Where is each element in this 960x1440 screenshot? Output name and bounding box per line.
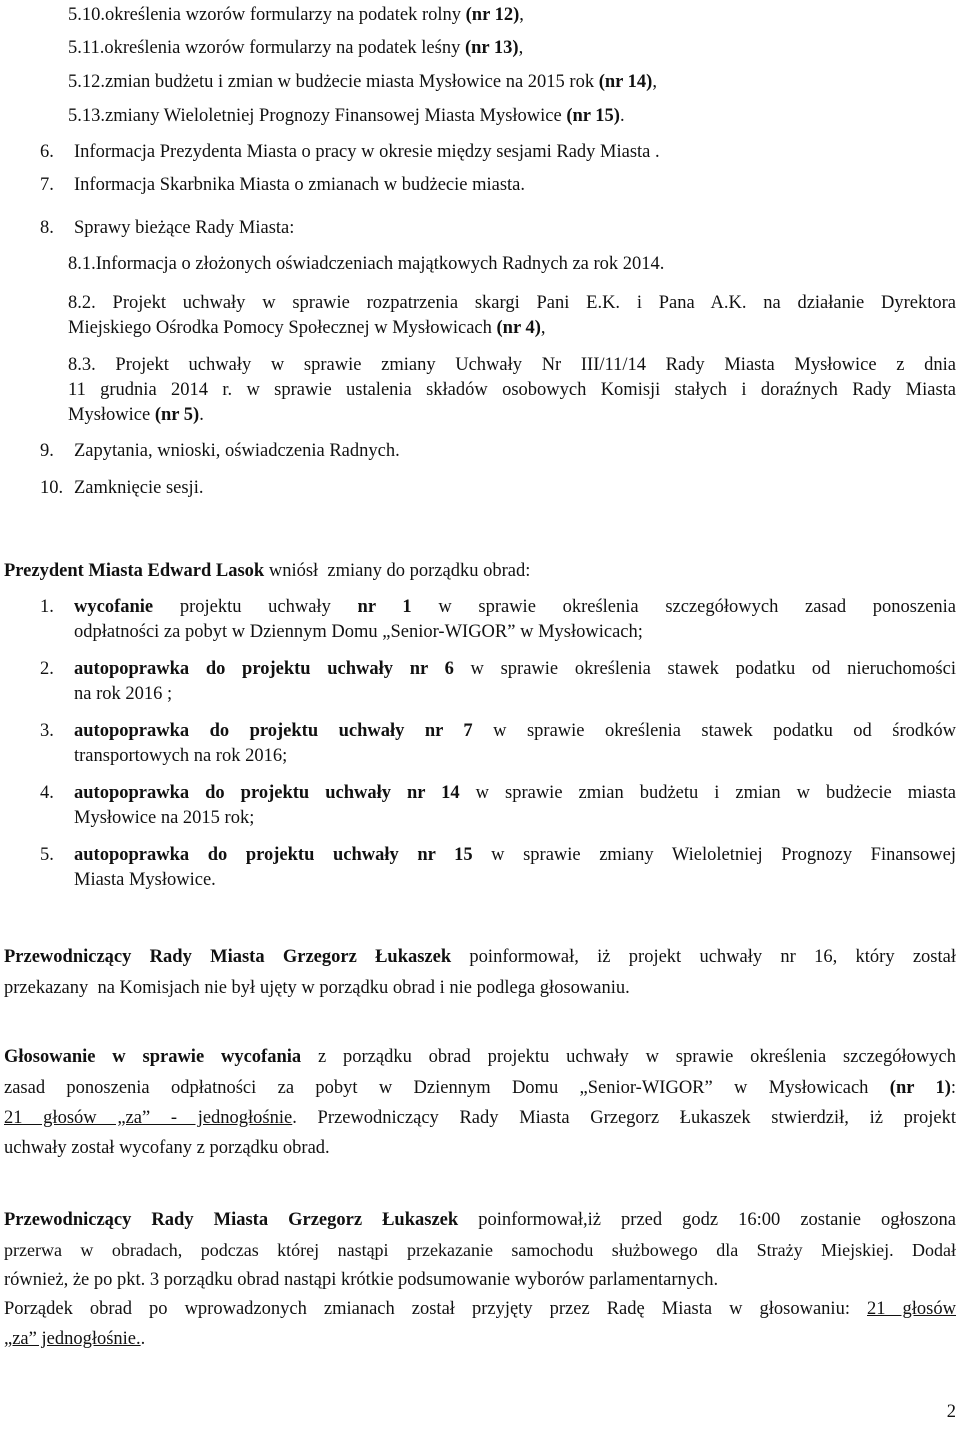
bold-text: autopoprawka do projektu uchwały nr 7 <box>74 721 473 741</box>
item-number: 6. <box>40 142 54 162</box>
item-ref: (nr 12) <box>465 5 520 25</box>
item-number: 1. <box>40 597 54 617</box>
item-text: w sprawie określenia stawek podatku od środków <box>472 721 956 741</box>
para-text: uchwały został wycofany z porządku obrad. <box>4 1138 330 1158</box>
change-item-1-line2 <box>74 620 643 645</box>
chairman-name: Przewodniczący Rady Miasta Grzegorz Łukaszek <box>4 947 452 967</box>
para3-line3 <box>4 1268 718 1293</box>
mayor-name: Prezydent Miasta Edward Lasok <box>4 561 265 581</box>
agenda-item-7 <box>40 173 525 198</box>
item-text: Mysłowice <box>68 405 155 425</box>
item-number: 7. <box>40 175 54 195</box>
item-text: Projekt uchwały w sprawie zmiany Uchwały Nr III/11/14 Rady Miasta Mysłowice z dnia <box>115 355 956 375</box>
item-number: 5. <box>40 845 54 865</box>
para3-line4 <box>4 1297 956 1322</box>
item-text: Miejskiego Ośrodka Pomocy Społecznej w Mysłowicach <box>68 318 497 338</box>
item-text: na rok 2016 ; <box>74 684 173 704</box>
item-number: 3. <box>40 721 54 741</box>
para3-line1 <box>4 1208 956 1233</box>
agenda-item-8-2-line2 <box>68 316 546 341</box>
item-ref: (nr 1) <box>889 1078 951 1098</box>
para-text: przerwa w obradach, podczas której nastąpi przekazanie samochodu służbowego dla Straży Miejskiej. Dodał <box>4 1240 956 1260</box>
agenda-item-9 <box>40 439 400 464</box>
punct: . <box>199 405 204 425</box>
vote-heading: Głosowanie w sprawie wycofania <box>4 1047 302 1067</box>
item-text: projektu uchwały <box>153 597 358 617</box>
punct: . <box>619 106 625 126</box>
punct: , <box>519 5 524 25</box>
item-number: 5.13. <box>68 106 105 126</box>
bold-text: autopoprawka do projektu uchwały nr 15 <box>74 845 473 865</box>
agenda-item-6 <box>40 140 660 165</box>
item-text: zmiany Wieloletniej Prognozy Finansowej Miasta Mysłowice <box>105 106 567 126</box>
para-text: przekazany na Komisjach nie był ujęty w porządku obrad i nie podlega głosowaniu. <box>4 978 630 998</box>
bold-text: nr 1 <box>357 597 412 617</box>
item-ref: (nr 15) <box>566 106 620 126</box>
item-text: Sprawy bieżące Rady Miasta: <box>74 218 295 238</box>
item-text: w sprawie zmiany Wieloletniej Prognozy Finansowej <box>472 845 956 865</box>
change-item-5-line1 <box>40 843 956 868</box>
para-text: również, że po pkt. 3 porządku obrad nastąpi krótkie podsumowanie wyborów parlamentarnych. <box>4 1270 719 1290</box>
change-item-2-line2 <box>74 682 172 707</box>
para2-line2 <box>4 1076 956 1101</box>
bold-text: wycofanie <box>74 597 154 617</box>
chairman-name: Przewodniczący Rady Miasta Grzegorz Łukaszek <box>4 1210 459 1230</box>
item-number: 8. <box>40 218 54 238</box>
para-text: poinformował, iż projekt uchwały nr 16, który został <box>451 947 956 967</box>
item-number: 8.1. <box>68 254 96 274</box>
page-number: 2 <box>946 1402 956 1422</box>
agenda-item-5-10 <box>68 3 524 28</box>
para-text: Porządek obrad po wprowadzonych zmianach został przyjęty przez Radę Miasta w głosowaniu: <box>4 1299 867 1319</box>
para2-line1 <box>4 1045 956 1070</box>
vote-result: „za” jednogłośnie. <box>4 1329 141 1349</box>
item-text: 11 grudnia 2014 r. w sprawie ustalenia składów osobowych Komisji stałych i doraźnych Rady Miasta <box>68 380 956 400</box>
item-ref: (nr 4) <box>496 318 541 338</box>
para-text: . Przewodniczący Rady Miasta Grzegorz Łukaszek stwierdził, iż projekt <box>292 1108 957 1128</box>
para2-line4 <box>4 1136 330 1161</box>
item-text: Zapytania, wnioski, oświadczenia Radnych. <box>74 441 400 461</box>
item-number: 8.3. <box>68 355 96 375</box>
agenda-item-8-3-line1 <box>68 353 956 378</box>
change-item-3-line2 <box>74 744 287 769</box>
para1-line2 <box>4 976 630 1001</box>
item-text: Informacja o złożonych oświadczeniach majątkowych Radnych za rok 2014. <box>95 254 665 274</box>
bold-text: autopoprawka do projektu uchwały nr 14 <box>74 783 460 803</box>
para-text: z porządku obrad projektu uchwały w sprawie określenia szczegółowych <box>301 1047 956 1067</box>
vote-result: 21 głosów <box>867 1299 956 1319</box>
item-number: 2. <box>40 659 54 679</box>
para-text: poinformował,iż przed godz 16:00 zostanie ogłoszona <box>458 1210 957 1230</box>
punct: , <box>518 38 524 58</box>
item-number: 5.12. <box>68 72 105 92</box>
change-item-2-line1 <box>40 657 956 682</box>
item-number: 4. <box>40 783 54 803</box>
item-text: w sprawie określenia stawek podatku od nieruchomości <box>453 659 956 679</box>
item-text: w sprawie określenia szczegółowych zasad ponoszenia <box>411 597 957 617</box>
agenda-item-8-1 <box>68 252 664 277</box>
agenda-item-10 <box>40 476 203 501</box>
item-ref: (nr 14) <box>598 72 653 92</box>
change-item-1-line1 <box>40 595 956 620</box>
agenda-item-5-11 <box>68 36 523 61</box>
item-number: 5.10. <box>68 5 105 25</box>
agenda-item-5-13 <box>68 104 625 129</box>
para1-line1 <box>4 945 956 970</box>
item-text: Mysłowice na 2015 rok; <box>74 808 255 828</box>
agenda-item-8-3-line3 <box>68 403 204 428</box>
item-text: Projekt uchwały w sprawie rozpatrzenia skargi Pani E.K. i Pana A.K. na działanie Dyrektora <box>112 293 956 313</box>
change-item-5-line2 <box>74 868 216 893</box>
item-text: Informacja Skarbnika Miasta o zmianach w budżecie miasta. <box>74 175 526 195</box>
punct: . <box>140 1329 146 1349</box>
punct: : <box>950 1078 956 1098</box>
para3-line2 <box>4 1238 956 1263</box>
change-item-3-line1 <box>40 719 956 744</box>
punct: , <box>540 318 546 338</box>
mayor-intro <box>4 559 530 584</box>
item-text: Miasta Mysłowice. <box>74 870 216 890</box>
vote-result: 21 głosów „za” - jednogłośnie <box>4 1108 293 1128</box>
agenda-item-8-2-line1 <box>68 291 956 316</box>
item-text: określenia wzorów formularzy na podatek leśny <box>104 38 465 58</box>
item-text: zmian budżetu i zmian w budżecie miasta Mysłowice na 2015 rok <box>105 72 599 92</box>
para-text: zasad ponoszenia odpłatności za pobyt w Dziennym Domu „Senior-WIGOR” w Mysłowicach <box>4 1078 890 1098</box>
item-text: w sprawie zmian budżetu i zmian w budżecie miasta <box>459 783 956 803</box>
item-text: Informacja Prezydenta Miasta o pracy w okresie między sesjami Rady Miasta . <box>74 142 660 162</box>
item-number: 10. <box>40 478 64 498</box>
item-text: odpłatności za pobyt w Dziennym Domu „Senior-WIGOR” w Mysłowicach; <box>74 622 643 642</box>
change-item-4-line2 <box>74 806 254 831</box>
item-text: transportowych na rok 2016; <box>74 746 288 766</box>
agenda-item-5-12 <box>68 70 657 95</box>
item-number: 9. <box>40 441 54 461</box>
agenda-item-8-3-line2 <box>68 378 956 403</box>
bold-text: autopoprawka do projektu uchwały nr 6 <box>74 659 454 679</box>
item-text: określenia wzorów formularzy na podatek rolny <box>105 5 466 25</box>
agenda-item-8 <box>40 216 294 241</box>
change-item-4-line1 <box>40 781 956 806</box>
item-ref: (nr 13) <box>464 38 519 58</box>
para3-line5 <box>4 1327 145 1352</box>
item-number: 8.2. <box>68 293 96 313</box>
para2-line3 <box>4 1106 956 1131</box>
intro-text: wniósł zmiany do porządku obrad: <box>264 561 531 581</box>
item-number: 5.11. <box>68 38 105 58</box>
punct: , <box>652 72 657 92</box>
item-ref: (nr 5) <box>154 405 200 425</box>
item-text: Zamknięcie sesji. <box>74 478 204 498</box>
